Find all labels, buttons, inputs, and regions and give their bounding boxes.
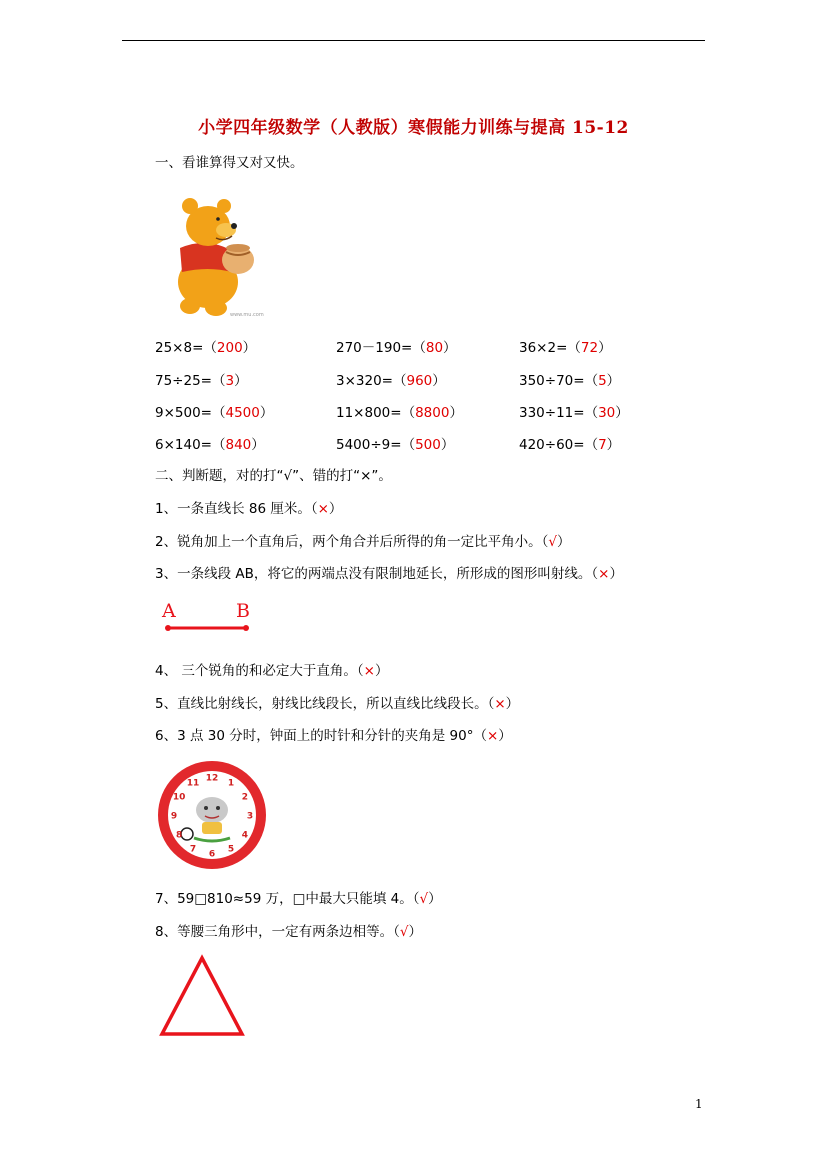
calc-item xyxy=(519,369,620,389)
clock-number: 1 xyxy=(227,778,235,789)
calc-item xyxy=(336,336,457,356)
clock-number: 8 xyxy=(175,830,183,841)
calc-answer: 7 xyxy=(598,437,607,453)
judgment-close: ） xyxy=(505,696,520,712)
calc-answer: 3 xyxy=(225,373,235,389)
calc-item xyxy=(519,433,620,453)
judgment-close: ） xyxy=(328,501,343,517)
calc-item xyxy=(336,401,463,421)
judgment-item xyxy=(155,920,422,940)
judgment-mark: √ xyxy=(419,891,429,907)
calc-close: ） xyxy=(598,340,612,356)
judgment-text: 7、59□810≈59 万，□中最大只能填 4。（ xyxy=(155,891,420,907)
judgment-item xyxy=(155,530,570,550)
clock-number: 3 xyxy=(246,811,254,822)
calc-answer: 840 xyxy=(225,437,252,453)
judgment-text: 2、锐角加上一个直角后，两个角合并后所得的角一定比平角小。（ xyxy=(155,534,549,550)
section2-heading: 二、判断题，对的打“√”、错的打“×”。 xyxy=(155,468,392,484)
judgment-item xyxy=(155,724,512,744)
judgment-item xyxy=(155,659,388,679)
judgment-item xyxy=(155,562,623,582)
calc-close: ） xyxy=(440,437,455,453)
calc-close: ） xyxy=(242,340,257,356)
calc-question: 6×140=（ xyxy=(155,437,226,453)
calc-question: 350÷70=（ xyxy=(519,373,599,389)
clock-number: 5 xyxy=(227,844,235,855)
calc-close: ） xyxy=(606,437,621,453)
judgment-mark: × xyxy=(363,663,375,679)
point-b-dot xyxy=(243,625,249,631)
judgment-text: 6、3 点 30 分时，钟面上的时针和分针的夹角是 90°（ xyxy=(155,728,487,744)
calc-item xyxy=(155,433,265,453)
judgment-close: ） xyxy=(408,924,422,940)
calc-question: 330÷11=（ xyxy=(519,405,599,421)
judgment-text: 8、等腰三角形中，一定有两条边相等。（ xyxy=(155,924,400,940)
judgment-text: 1、一条直线长 86 厘米。（ xyxy=(155,501,318,517)
calc-answer: 5 xyxy=(598,373,607,389)
isosceles-triangle-figure xyxy=(158,954,248,1040)
calc-answer: 200 xyxy=(216,340,243,356)
judgment-mark: × xyxy=(486,728,499,744)
judgment-item xyxy=(155,887,442,907)
segment-ab-figure xyxy=(158,596,258,638)
calc-close: ） xyxy=(449,405,463,421)
point-a-label: A xyxy=(162,600,176,622)
point-b-label: B xyxy=(236,600,250,622)
calc-question: 36×2=（ xyxy=(519,340,581,356)
calc-answer: 80 xyxy=(425,340,444,356)
judgment-text: 3、一条线段 AB，将它的两端点没有限制地延长，所形成的图形叫射线。（ xyxy=(155,566,599,582)
judgment-mark: √ xyxy=(548,534,557,550)
calc-answer: 30 xyxy=(598,405,616,421)
judgment-close: ） xyxy=(556,534,571,550)
clock-number: 11 xyxy=(186,778,200,789)
calc-item xyxy=(155,369,248,389)
calc-question: 420÷60=（ xyxy=(519,437,599,453)
clock-number: 9 xyxy=(170,811,178,822)
judgment-mark: × xyxy=(317,501,329,517)
calc-answer: 4500 xyxy=(225,405,260,421)
calc-question: 9×500=（ xyxy=(155,405,226,421)
calc-answer: 72 xyxy=(580,340,599,356)
judgment-close: ） xyxy=(374,663,389,679)
point-a-dot xyxy=(165,625,171,631)
clock-number: 6 xyxy=(208,849,216,860)
calc-close: ） xyxy=(443,340,457,356)
image-watermark: www.mu.com xyxy=(230,312,264,318)
calc-answer: 8800 xyxy=(415,405,450,421)
clock-number: 2 xyxy=(241,792,249,803)
calc-question: 75÷25=（ xyxy=(155,373,226,389)
calc-question: 3×320=（ xyxy=(336,373,407,389)
clock-image xyxy=(152,760,272,870)
judgment-item xyxy=(155,692,519,712)
judgment-mark: √ xyxy=(399,924,409,940)
calc-item xyxy=(336,369,446,389)
calc-item xyxy=(519,401,629,421)
calc-close: ） xyxy=(251,437,265,453)
triangle-shape xyxy=(162,958,242,1034)
calc-question: 5400÷9=（ xyxy=(336,437,416,453)
judgment-text: 5、直线比射线长，射线比线段长，所以直线比线段长。（ xyxy=(155,696,495,712)
calc-item xyxy=(336,433,454,453)
calc-close: ） xyxy=(432,373,446,389)
pooh-bear-image xyxy=(160,186,270,320)
calc-answer: 960 xyxy=(406,373,433,389)
calc-question: 11×800=（ xyxy=(336,405,416,421)
calc-close: ） xyxy=(606,373,621,389)
calc-item xyxy=(155,336,256,356)
judgment-item xyxy=(155,497,342,517)
section1-heading: 一、看谁算得又对又快。 xyxy=(155,155,304,171)
calc-close: ） xyxy=(259,405,274,421)
clock-number: 12 xyxy=(205,773,219,784)
judgment-close: ） xyxy=(609,566,623,582)
calc-item xyxy=(155,401,273,421)
calc-question: 25×8=（ xyxy=(155,340,217,356)
calc-close: ） xyxy=(615,405,629,421)
judgment-text: 4、 三个锐角的和必定大于直角。（ xyxy=(155,663,364,679)
honey-pot xyxy=(222,244,254,274)
clock-number: 4 xyxy=(241,830,249,841)
judgment-close: ） xyxy=(498,728,512,744)
calc-close: ） xyxy=(234,373,248,389)
judgment-mark: × xyxy=(598,566,610,582)
header-rule xyxy=(122,40,705,41)
calc-question: 270－190=（ xyxy=(336,340,426,356)
clock-number: 7 xyxy=(189,844,197,855)
page-title: 小学四年级数学（人教版）寒假能力训练与提高 15-12 xyxy=(198,118,629,138)
clock-number: 10 xyxy=(172,792,186,803)
judgment-mark: × xyxy=(494,696,506,712)
calc-item xyxy=(519,336,612,356)
calc-answer: 500 xyxy=(415,437,441,453)
judgment-close: ） xyxy=(428,891,442,907)
page-number: 1 xyxy=(695,1097,703,1111)
